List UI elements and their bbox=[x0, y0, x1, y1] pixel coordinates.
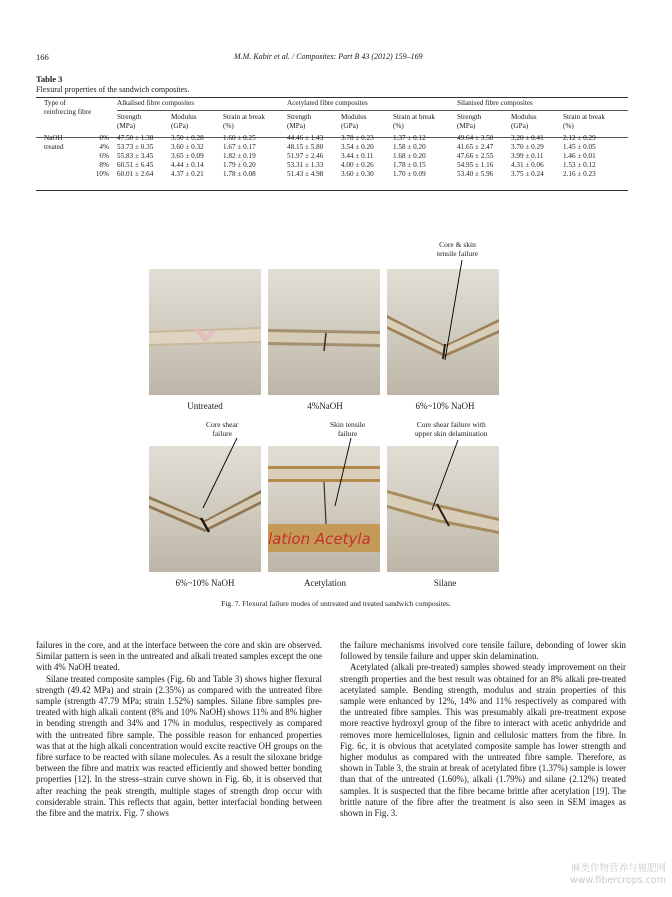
annotation-line: tensile failure bbox=[437, 249, 479, 258]
pointer-line bbox=[440, 260, 480, 370]
table-cell: 2.16 ± 0.23 bbox=[563, 170, 596, 179]
pointer-line bbox=[325, 436, 365, 516]
label-6-10-naoh-bottom: 6%~10% NaOH bbox=[175, 578, 235, 588]
figure-7 bbox=[0, 240, 672, 615]
column-header bbox=[563, 111, 628, 134]
body-column-right bbox=[340, 640, 626, 819]
label-silane: Silane bbox=[433, 578, 457, 588]
table-cell: 3.54 ± 0.20 bbox=[341, 142, 374, 151]
row-label bbox=[36, 161, 84, 170]
table-cell: 3.60 ± 0.30 bbox=[341, 170, 374, 179]
table-cell: 3.75 ± 0.24 bbox=[511, 170, 544, 179]
page-number: 166 bbox=[36, 52, 49, 62]
table-cell: 1.79 ± 0.20 bbox=[223, 161, 256, 170]
naoh-percent: 4% bbox=[99, 142, 109, 151]
type-header-line2: reinforcing fibre bbox=[44, 108, 92, 117]
table-cell: 1.78 ± 0.08 bbox=[223, 170, 256, 179]
table-cell: 1.60 ± 0.25 bbox=[223, 133, 256, 142]
annotation-line: Core shear failure with bbox=[416, 420, 486, 429]
table-cell: 1.53 ± 0.12 bbox=[563, 161, 596, 170]
row-label bbox=[36, 170, 84, 179]
group-header-silanised: Silanised fibre composites bbox=[457, 99, 628, 111]
photo-4-naoh bbox=[268, 269, 380, 395]
column-header-line: Modulus bbox=[341, 113, 367, 122]
paragraph: Acetylated (alkali pre-treated) samples showed steady improvement on their strength properties and the best result was obtained for an 8% alkali pre-treated acetylated sample. Bending strength, modulus and strain properties of this sample were enhanced by 12%, 14% and 11% respectively as compared with the untreated fibre samples. This was presumably alkali pre-treatment expose more reactive hydroxyl group of the fibre to interact with acetic anhydride and removes more hemicelluloses, lignin and cellulosic matters from the fibre. In Fig. 6c, it is obvious that acetylated composite sample has lower strength and higher modulus as compared with the untreated fibre sample. Therefore, as shown in Table 3, the strain at break of acetylated fibre (1.37%) sample is lower than that of the untreated (1.60%), alkali (1.79%) and silane (2.12%) treated samples. It is suspected that the fibre became brittle after acetylation [19]. The brittle nature of the fibre after the treatment is also seen in SEM images as shown in Fig. 3. bbox=[340, 662, 626, 819]
annotation-line: failure bbox=[212, 429, 232, 438]
table-cell: 47.50 ± 1.38 bbox=[117, 133, 154, 142]
specimen-marking-text: lation Acetyla bbox=[268, 530, 371, 548]
column-header bbox=[171, 111, 223, 134]
table-cell: 4.44 ± 0.14 bbox=[171, 161, 204, 170]
column-header-line: (%) bbox=[393, 122, 404, 131]
column-header-line: (GPa) bbox=[511, 122, 529, 131]
body-column-left bbox=[36, 640, 322, 819]
naoh-percent: 10% bbox=[95, 170, 109, 179]
column-header bbox=[223, 111, 287, 134]
table-top-rule bbox=[36, 97, 628, 98]
group-header-acetylated: Acetylated fibre composites bbox=[287, 99, 457, 111]
annotation-line: Core & skin bbox=[439, 240, 476, 249]
table-cell: 51.43 ± 4.98 bbox=[287, 170, 324, 179]
table-cell: 54.95 ± 1.16 bbox=[457, 161, 494, 170]
table-cell: 60.01 ± 2.64 bbox=[117, 170, 154, 179]
table-cell: 3.99 ± 0.11 bbox=[511, 152, 544, 161]
table-cell: 1.67 ± 0.17 bbox=[223, 142, 256, 151]
pointer-line bbox=[195, 436, 255, 516]
specimen-drawing bbox=[149, 269, 261, 395]
table-label: Table 3 bbox=[36, 74, 63, 84]
table-cell: 3.70 ± 0.29 bbox=[511, 142, 544, 151]
running-head: M.M. Kabir et al. / Composites: Part B 43 (2012) 159–169 bbox=[234, 52, 423, 61]
table-row bbox=[36, 134, 628, 143]
row-label: treated bbox=[44, 142, 64, 151]
annotation-line: upper skin delamination bbox=[415, 429, 488, 438]
column-header-line: Strength bbox=[117, 113, 142, 122]
table-cell: 3.65 ± 0.09 bbox=[171, 152, 204, 161]
table-cell: 4.31 ± 0.06 bbox=[511, 161, 544, 170]
table-caption: Flexural properties of the sandwich composites. bbox=[36, 85, 190, 94]
naoh-percent: 8% bbox=[99, 161, 109, 170]
table-cell: 4.37 ± 0.21 bbox=[171, 170, 204, 179]
column-header-line: (MPa) bbox=[117, 122, 136, 131]
paragraph: the failure mechanisms involved core tensile failure, debonding of lower skin followed by tensile failure and upper skin delamination. bbox=[340, 640, 626, 662]
table-row bbox=[36, 143, 628, 152]
annotation-line: failure bbox=[337, 429, 358, 438]
column-header bbox=[457, 111, 511, 134]
table-cell: 3.78 ± 0.23 bbox=[341, 133, 374, 142]
watermark-line: www.fibercrops.com bbox=[569, 875, 666, 886]
table-bottom-rule bbox=[36, 190, 628, 191]
column-header-line: (GPa) bbox=[341, 122, 359, 131]
table-cell: 1.58 ± 0.20 bbox=[393, 142, 426, 151]
table-cell: 3.20 ± 0.41 bbox=[511, 133, 544, 142]
row-label bbox=[36, 152, 84, 161]
table-cell: 3.50 ± 0.28 bbox=[171, 133, 204, 142]
table-cell: 41.65 ± 2.47 bbox=[457, 142, 494, 151]
table-cell: 1.45 ± 0.05 bbox=[563, 142, 596, 151]
annotation-core-shear-delamination bbox=[415, 420, 487, 438]
annotation-core-skin-tensile bbox=[437, 240, 478, 258]
label-untreated: Untreated bbox=[187, 401, 223, 411]
pointer-line bbox=[420, 440, 470, 520]
table-cell: 49.64 ± 3.50 bbox=[457, 133, 494, 142]
annotation-line: Core shear bbox=[206, 420, 239, 429]
column-header bbox=[511, 111, 563, 134]
table-cell: 2.12 ± 0.29 bbox=[563, 133, 596, 142]
column-header-line: (%) bbox=[563, 122, 574, 131]
table-subhead-row bbox=[36, 111, 628, 134]
annotation-line: Skin tensile bbox=[330, 420, 366, 429]
table-cell: 51.97 ± 2.46 bbox=[287, 152, 324, 161]
column-header-line: (GPa) bbox=[171, 122, 189, 131]
flexural-properties-table bbox=[36, 99, 628, 180]
group-header-alkalised: Alkalised fibre composites bbox=[117, 99, 287, 111]
watermark-line: 麻类作物营养与施肥网 bbox=[570, 863, 666, 874]
column-header-line: Strain at break bbox=[393, 113, 435, 122]
column-header-line: Strain at break bbox=[223, 113, 265, 122]
figure-caption: Fig. 7. Flexural failure modes of untreated and treated sandwich composites. bbox=[221, 599, 451, 608]
table-cell: 53.40 ± 5.96 bbox=[457, 170, 494, 179]
column-header-line: Strength bbox=[457, 113, 482, 122]
type-header-line1: Type of bbox=[44, 99, 67, 107]
table-row bbox=[36, 170, 628, 179]
label-acetylation: Acetylation bbox=[304, 578, 346, 588]
table-cell: 60.51 ± 6.45 bbox=[117, 161, 154, 170]
table-cell: 1.46 ± 0.01 bbox=[563, 152, 596, 161]
table-cell: 44.46 ± 1.43 bbox=[287, 133, 324, 142]
table-cell: 55.83 ± 3.45 bbox=[117, 152, 154, 161]
column-header bbox=[287, 111, 341, 134]
table-cell: 1.70 ± 0.09 bbox=[393, 170, 426, 179]
table-cell: 1.68 ± 0.20 bbox=[393, 152, 426, 161]
column-header-line: (%) bbox=[223, 122, 234, 131]
column-header-line: Strength bbox=[287, 113, 312, 122]
label-6-10-naoh-top: 6%~10% NaOH bbox=[415, 401, 475, 411]
table-cell: 1.37 ± 0.12 bbox=[393, 133, 426, 142]
paragraph: failures in the core, and at the interface between the core and skin are observed. Similar pattern is seen in the untreated and alkali treated samples except the one with 4% NaOH treated. bbox=[36, 640, 322, 673]
table-cell: 48.15 ± 5.80 bbox=[287, 142, 324, 151]
table-cell: 3.60 ± 0.32 bbox=[171, 142, 204, 151]
column-header bbox=[393, 111, 457, 134]
column-header-line: (MPa) bbox=[287, 122, 306, 131]
table-cell: 53.73 ± 0.35 bbox=[117, 142, 154, 151]
column-header bbox=[341, 111, 393, 134]
table-cell: 1.82 ± 0.19 bbox=[223, 152, 256, 161]
column-header-line: Modulus bbox=[171, 113, 197, 122]
watermark bbox=[570, 863, 666, 887]
photo-untreated bbox=[149, 269, 261, 395]
table-cell: 1.78 ± 0.15 bbox=[393, 161, 426, 170]
column-header-line: Strain at break bbox=[563, 113, 605, 122]
row-label: NaOH bbox=[44, 133, 63, 142]
column-header-line: (MPa) bbox=[457, 122, 476, 131]
paragraph: Silane treated composite samples (Fig. 6b and Table 3) shows higher flexural strength (49.42 MPa) and strain (2.35%) as compared with the untreated fibre sample (strength 47.79 MPa; strain 1.52%) samples. Silane fibre samples pre-treated with high alkali content (8% and 10% NaOH) shows 11% and 8% higher in bending strength and 34% and 17% in modulus, respectively as compared with the untreated fibre sample. The possible reason for enhanced properties was that at the high alkali concentration would excite reactive OH groups on the fibre surface to be reacted with silane molecules. As a result the siloxane bridge between the fibre and matrix was reacted efficiently and showed better bonding properties [12]. In the stress–strain curve shown in Fig. 6b, it is observed that after reaching the peak strength, multiple stages of strength drop occur with considerable strain. This reflects that again, better interfacial bonding between the fibre and the matrix. Fig. 7 shows bbox=[36, 673, 322, 819]
table-row bbox=[36, 152, 628, 161]
table-cell: 3.44 ± 0.11 bbox=[341, 152, 374, 161]
table-row bbox=[36, 161, 628, 170]
table-cell: 53.31 ± 1.33 bbox=[287, 161, 324, 170]
column-header bbox=[117, 111, 171, 134]
label-4-naoh: 4%NaOH bbox=[307, 401, 343, 411]
specimen-drawing bbox=[268, 269, 380, 395]
naoh-percent: 6% bbox=[99, 152, 109, 161]
table-cell: 4.00 ± 0.26 bbox=[341, 161, 374, 170]
table-group-row bbox=[36, 99, 628, 111]
column-header-line: Modulus bbox=[511, 113, 537, 122]
table-cell: 47.66 ± 2.55 bbox=[457, 152, 494, 161]
naoh-percent: 0% bbox=[99, 133, 109, 142]
